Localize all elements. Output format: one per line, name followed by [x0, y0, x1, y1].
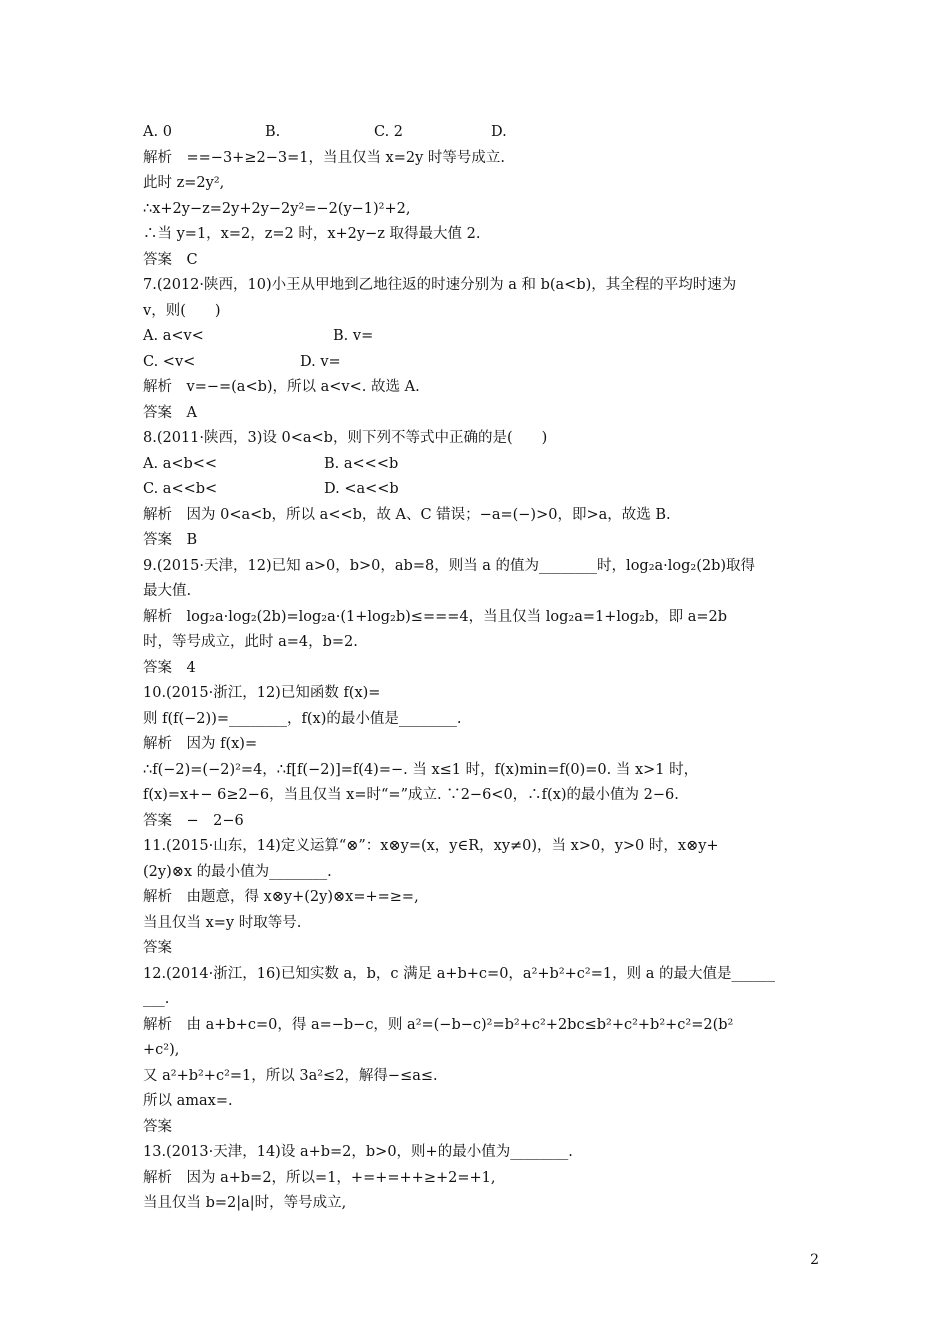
text-line: 当且仅当 x=y 时取等号. [143, 915, 302, 931]
text-line: ∴当 y=1，x=2，z=2 时，x+2y−z 取得最大值 2. [143, 226, 481, 242]
text-line: 当且仅当 b=2|a|时，等号成立, [143, 1195, 347, 1211]
question-line: 12.(2014·浙江，16)已知实数 a，b，c 满足 a+b+c=0，a²+b²+c²=1，则 a 的最大值是______ [143, 966, 775, 982]
text-line: +c²), [143, 1042, 180, 1058]
option-b: B. a<<<b [324, 456, 399, 472]
question-line: 13.(2013·天津，14)设 a+b=2，b>0，则+的最小值为________. [143, 1144, 573, 1160]
option-c: C. a<<b< [143, 481, 218, 497]
q8-options-row-1 [143, 451, 823, 477]
question-line: v，则( ) [143, 303, 221, 319]
option-b: B. v= [333, 328, 374, 344]
option-d: D. <a<<b [324, 481, 399, 497]
option-b: B. [265, 124, 281, 140]
question-line: 7.(2012·陕西，10)小王从甲地到乙地往返的时速分别为 a 和 b(a<b)，其全程的平均时速为 [143, 277, 737, 293]
text-line: 所以 amax=. [143, 1093, 233, 1109]
text-line: 解析 由题意，得 x⊗y+(2y)⊗x=+=≥=, [143, 889, 419, 905]
option-a: A. a<b<< [143, 456, 218, 472]
q6-options-row [143, 119, 823, 145]
question-line: 则 f(f(−2))=________，f(x)的最小值是________. [143, 711, 462, 727]
option-d: D. [491, 124, 507, 140]
text-line: ∴x+2y−z=2y+2y−2y²=−2(y−1)²+2, [143, 201, 411, 217]
answer-line: 答案 A [143, 405, 197, 421]
text-line: 解析 因为 0<a<b，所以 a<<b，故 A、C 错误；−a=(−)>0，即>a，故选 B. [143, 507, 671, 523]
text-line: 解析 由 a+b+c=0，得 a=−b−c，则 a²=(−b−c)²=b²+c²+2bc≤b²+c²+b²+c²=2(b² [143, 1017, 734, 1033]
option-a: A. 0 [143, 124, 172, 140]
text-line: f(x)=x+− 6≥2−6，当且仅当 x=时“=”成立. ∵2−6<0，∴f(x)的最小值为 2−6. [143, 787, 679, 803]
option-d: D. v= [300, 354, 341, 370]
text-line: 时，等号成立，此时 a=4，b=2. [143, 634, 358, 650]
question-line: 最大值. [143, 583, 192, 599]
answer-line: 答案 C [143, 252, 198, 268]
question-line: ___. [143, 991, 170, 1007]
page-number: 2 [810, 1252, 819, 1268]
question-line: 9.(2015·天津，12)已知 a>0，b>0，ab=8，则当 a 的值为________时，log₂a·log₂(2b)取得 [143, 558, 756, 574]
answer-line: 答案 [143, 940, 172, 956]
answer-line: 答案 4 [143, 660, 196, 676]
option-c: C. 2 [374, 124, 404, 140]
text-line: ∴f(−2)=(−2)²=4，∴f[f(−2)]=f(4)=−. 当 x≤1 时，f(x)min=f(0)=0. 当 x>1 时， [143, 762, 699, 778]
text-line: 解析 因为 a+b=2，所以=1，+=+=++≥+2=+1, [143, 1170, 496, 1186]
text-line: 又 a²+b²+c²=1，所以 3a²≤2，解得−≤a≤. [143, 1068, 438, 1084]
answer-line: 答案 [143, 1119, 172, 1135]
option-a: A. a<v< [143, 328, 204, 344]
answer-line: 答案 B [143, 532, 198, 548]
q7-options-row-1 [143, 323, 823, 349]
text-line: 解析 v=−=(a<b)，所以 a<v<. 故选 A. [143, 379, 420, 395]
question-line: 8.(2011·陕西，3)设 0<a<b，则下列不等式中正确的是( ) [143, 430, 548, 446]
q8-options-row-2 [143, 476, 823, 502]
answer-line: 答案 − 2−6 [143, 813, 244, 829]
text-line: 解析 log₂a·log₂(2b)=log₂a·(1+log₂b)≤===4，当且仅当 log₂a=1+log₂b，即 a=2b [143, 609, 728, 625]
question-line: (2y)⊗x 的最小值为________. [143, 864, 332, 880]
text-line: 解析 因为 f(x)= [143, 736, 258, 752]
option-c: C. <v< [143, 354, 196, 370]
question-line: 10.(2015·浙江，12)已知函数 f(x)= [143, 685, 381, 701]
text-line: 解析 ==−3+≥2−3=1，当且仅当 x=2y 时等号成立. [143, 150, 506, 166]
text-line: 此时 z=2y², [143, 175, 225, 191]
question-line: 11.(2015·山东，14)定义运算“⊗”：x⊗y=(x，y∈R，xy≠0)，当 x>0，y>0 时，x⊗y+ [143, 838, 719, 854]
q7-options-row-2 [143, 349, 823, 375]
